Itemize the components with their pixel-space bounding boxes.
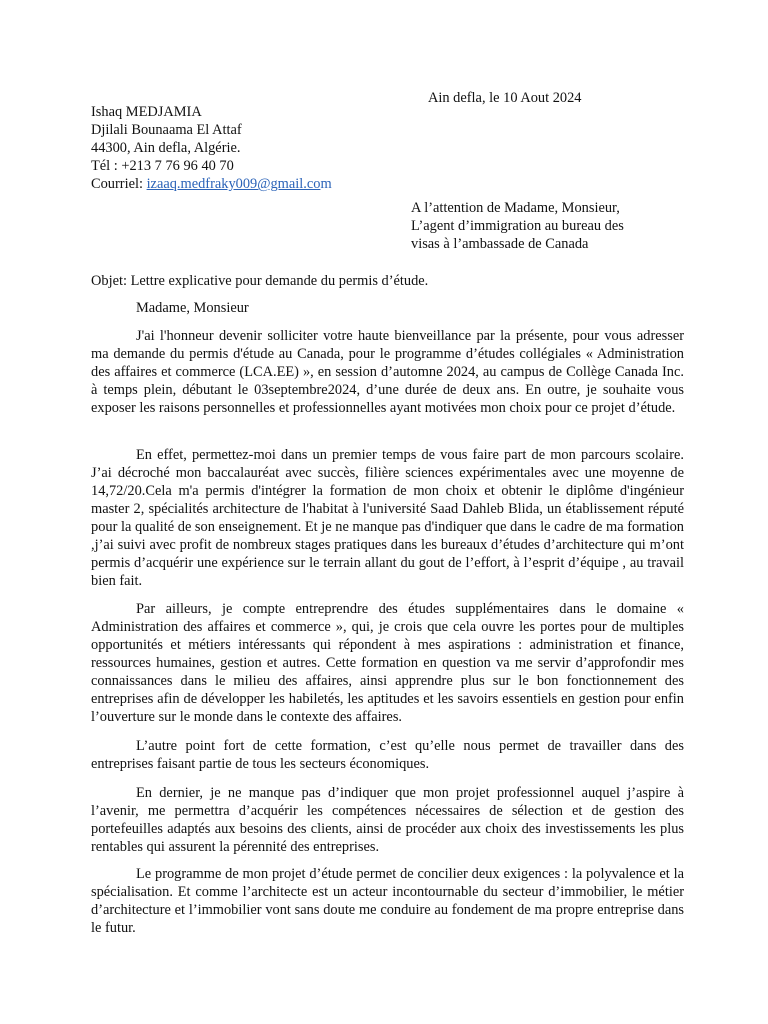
body-paragraph-6: Le programme de mon projet d’étude permet de concilier deux exigences : la polyvalence et la spécialisation. Et comme l’architecte est un acteur incontournable du secteur d’immobilier, le métier d’architecture et l’immobilier vont sans doute me conduire au fondement de ma propre entreprise dans le futur. xyxy=(91,866,684,936)
recipient-line-1: A l’attention de Madame, Monsieur, xyxy=(411,200,620,216)
email-link[interactable] xyxy=(147,176,332,192)
recipient-line-2: L’agent d’immigration au bureau des xyxy=(411,218,624,234)
body-paragraph-1: J'ai l'honneur devenir solliciter votre haute bienveillance par la présente, pour vous adresser ma demande du permis d'étude au Canada, pour le programme d’études collégiales « Administration des affaires et commerce (LCA.EE) », en session d’automne 2024, au campus de Collège Canada Inc. à temps plein, débutant le 03septembre2024, d’une durée de deux ans. En outre, je souhaite vous exposer les raisons personnelles et professionnelles ayant motivées mon choix pour ce projet d’étude. xyxy=(91,328,684,416)
body-paragraph-2: En effet, permettez-moi dans un premier temps de vous faire part de mon parcours scolaire. J’ai décroché mon baccalauréat avec succès, filière sciences expérimentales avec une moyenne de 14,72/20.Cela m'a permis d'intégrer la formation de mon choix et obtenir le diplôme d'ingénieur master 2, spécialités architecture de l'habitat à l'université Saad Dahleb Blida, un établissement réputé pour la qualité de son enseignement. Et je ne manque pas d'indiquer que dans le cadre de ma formation ,j’ai suivi avec profit de nombreux stages pratiques dans les bureaux d’études d’architecture qui m’ont permis d’acquérir une expérience sur le terrain allant du gout de l’effort, à l’esprit d’équipe , au travail bien fait. xyxy=(91,447,684,589)
sender-name: Ishaq MEDJAMIA xyxy=(91,104,202,120)
date-line: Ain defla, le 10 Aout 2024 xyxy=(428,90,582,106)
subject-line: Objet: Lettre explicative pour demande du permis d’étude. xyxy=(91,273,429,289)
recipient-line-3: visas à l’ambassade de Canada xyxy=(411,236,589,252)
body-paragraph-3: Par ailleurs, je compte entreprendre des études supplémentaires dans le domaine « Administration des affaires et commerce », qui, je crois que cela ouvre les portes pour de multiples opportunités et métiers intéressants qui répondent à mes aspirations : administration et finance, ressources humaines, gestion et autres. Cette formation en question va me servir d’approfondir mes connaissances dans le milieu des affaires, ainsi apprendre plus sur le bon fonctionnement des entreprises afin de développer les habiletés, les aptitudes et les savoirs essentiels en gestion pour enfin l’ouverture sur le monde dans le contexte des affaires. xyxy=(91,601,684,725)
salutation: Madame, Monsieur xyxy=(136,300,249,316)
email-link-suffix[interactable]: m xyxy=(320,176,332,192)
body-paragraph-4: L’autre point fort de cette formation, c’est qu’elle nous permet de travailler dans des entreprises faisant partie de tous les secteurs économiques. xyxy=(91,738,684,772)
body-paragraph-5: En dernier, je ne manque pas d’indiquer que mon projet professionnel auquel j’aspire à l’avenir, me permettra d’acquérir les compétences nécessaires de sélection et de gestion des portefeuilles adaptés aux besoins des clients, ainsi de procéder aux choix des investissements les plus rentables qui assurent la pérennité des entreprises. xyxy=(91,785,684,855)
sender-email-line xyxy=(91,175,332,193)
email-link-text[interactable]: izaaq.medfraky009@gmail.co xyxy=(146,176,321,192)
email-label: Courriel: xyxy=(91,176,147,192)
sender-block xyxy=(91,103,332,193)
sender-phone: Tél : +213 7 76 96 40 70 xyxy=(91,158,234,174)
sender-street: Djilali Bounaama El Attaf xyxy=(91,122,242,138)
sender-city: 44300, Ain defla, Algérie. xyxy=(91,140,241,156)
recipient-block xyxy=(411,199,624,253)
